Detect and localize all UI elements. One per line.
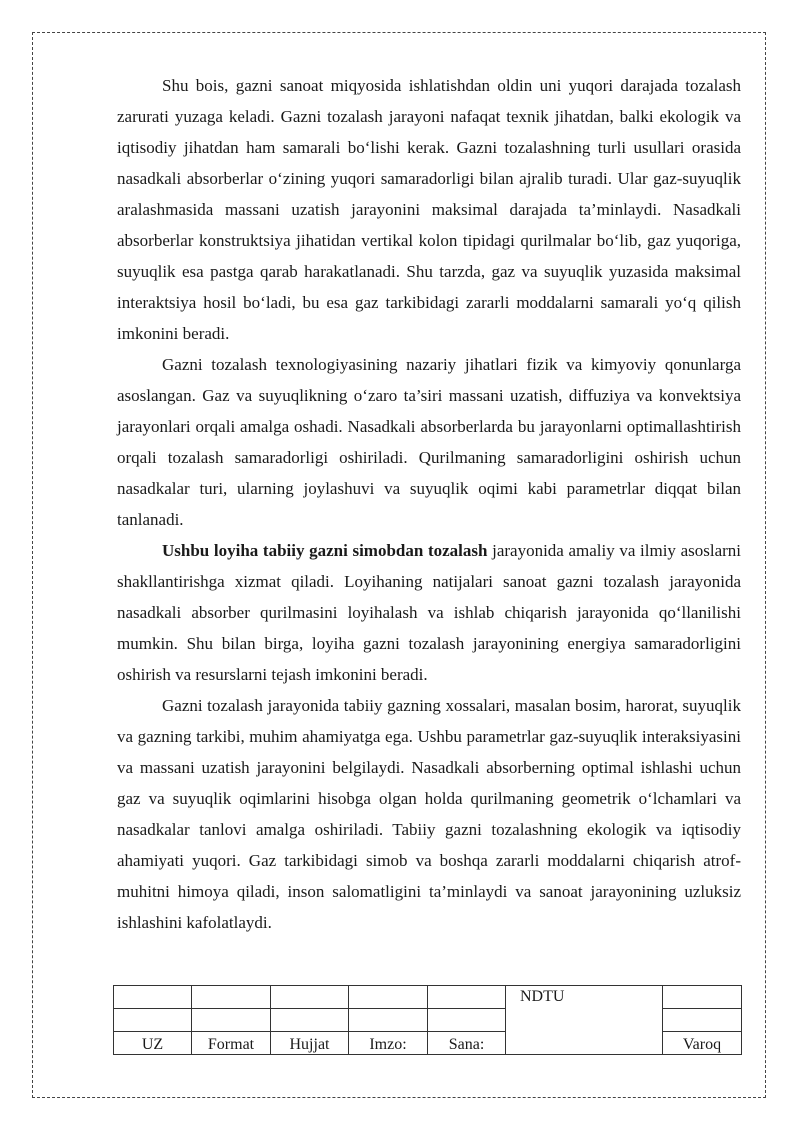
paragraph-2: Gazni tozalash texnologiyasining nazariy jihatlari fizik va kimyoviy qonunlarga asoslangan. Gaz va suyuqlikning o‘zaro ta’siri massani uzatish, diffuziya va konvektsiya jarayonlari orqali amalga oshadi. Nasadkali absorberlarda bu jarayonlarni optimallashtirish orqali tozalash samaradorligi oshiriladi. Qurilmaning samaradorligini oshirish uchun nasadkalar turi, ularning joylashuvi va suyuqlik oqimi kabi parametrlar diqqat bilan tanlanadi. [117,355,741,529]
stamp-cell-empty [663,1009,742,1032]
stamp-cell-empty [192,1009,271,1032]
stamp-label-format: Format [192,1032,271,1055]
stamp-cell-empty [428,986,506,1009]
paragraph-4: Gazni tozalash jarayonida tabiiy gazning xossalari, masalan bosim, harorat, suyuqlik va gazning tarkibi, muhim ahamiyatga ega. Ushbu parametrlar gaz-suyuqlik interaksiyasini va massani uzatish jarayonini belgilaydi. Nasadkali absorberning optimal ishlashi uchun gaz va suyuqlik oqimlarini hisobga olgan holda qurilmaning geometrik o‘lchamlari va nasadkalar tanlovi amalga oshiriladi. Tabiiy gazni tozalashning ekologik va iqtisodiy ahamiyati yuqori. Gaz tarkibidagi simob va boshqa zararli moddalarni chiqarish atrof-muhitni himoya qiladi, inson salomatligini ta’minlaydi va sanoat jarayonining uzluksiz ishlashini kafolatlaydi. [117,696,741,932]
stamp-label-document: Hujjat [271,1032,349,1055]
stamp-cell-empty [349,1009,428,1032]
stamp-label-sheet: Varoq [663,1032,742,1055]
stamp-cell-empty [349,986,428,1009]
stamp-cell-empty [114,986,192,1009]
bold-phrase: Ushbu loyiha tabiiy gazni simobdan tozalash [162,541,488,560]
document-body [117,70,741,938]
paragraph-1: Shu bois, gazni sanoat miqyosida ishlatishdan oldin uni yuqori darajada tozalash zarurati yuzaga keladi. Gazni tozalash jarayoni nafaqat texnik jihatdan, balki ekologik va iqtisodiy jihatdan ham samarali bo‘lishi kerak. Gazni tozalashning turli usullari orasida nasadkali absorberlar o‘zining yuqori samaradorligi bilan ajralib turadi. Ular gaz-suyuqlik aralashmasida massani uzatish jarayonini maksimal darajada ta’minlaydi. Nasadkali absorberlar konstruktsiya jihatidan vertikal kolon tipidagi qurilmalar bo‘lib, gaz yuqoriga, suyuqlik esa pastga qarab harakatlanadi. Shu tarzda, gaz va suyuqlik yuzasida maksimal interaktsiya hosil bo‘ladi, bu esa gaz tarkibidagi zararli moddalarni samarali yo‘q qilish imkonini beradi. [117,76,741,343]
paragraph-3: Ushbu loyiha tabiiy gazni simobdan tozalash jarayonida amaliy va ilmiy asoslarni shakllantirishga xizmat qiladi. Loyihaning natijalari sanoat gazni tozalash jarayonida nasadkali absorber qurilmasini loyihalash va ishlab chiqarish jarayonida qo‘llanilishi mumkin. Shu bilan birga, loyiha gazni tozalash jarayonining energiya samaradorligini oshirish va resurslarni tejash imkonini beradi. [117,541,741,684]
stamp-cell-empty [114,1009,192,1032]
stamp-label-signature: Imzo: [349,1032,428,1055]
stamp-cell-empty [192,986,271,1009]
title-block-stamp [113,985,742,1055]
stamp-cell-empty [428,1009,506,1032]
stamp-organization: NDTU [506,986,663,1055]
stamp-cell-empty [271,986,349,1009]
stamp-cell-empty [663,986,742,1009]
stamp-label-uz: UZ [114,1032,192,1055]
stamp-label-date: Sana: [428,1032,506,1055]
stamp-cell-empty [271,1009,349,1032]
